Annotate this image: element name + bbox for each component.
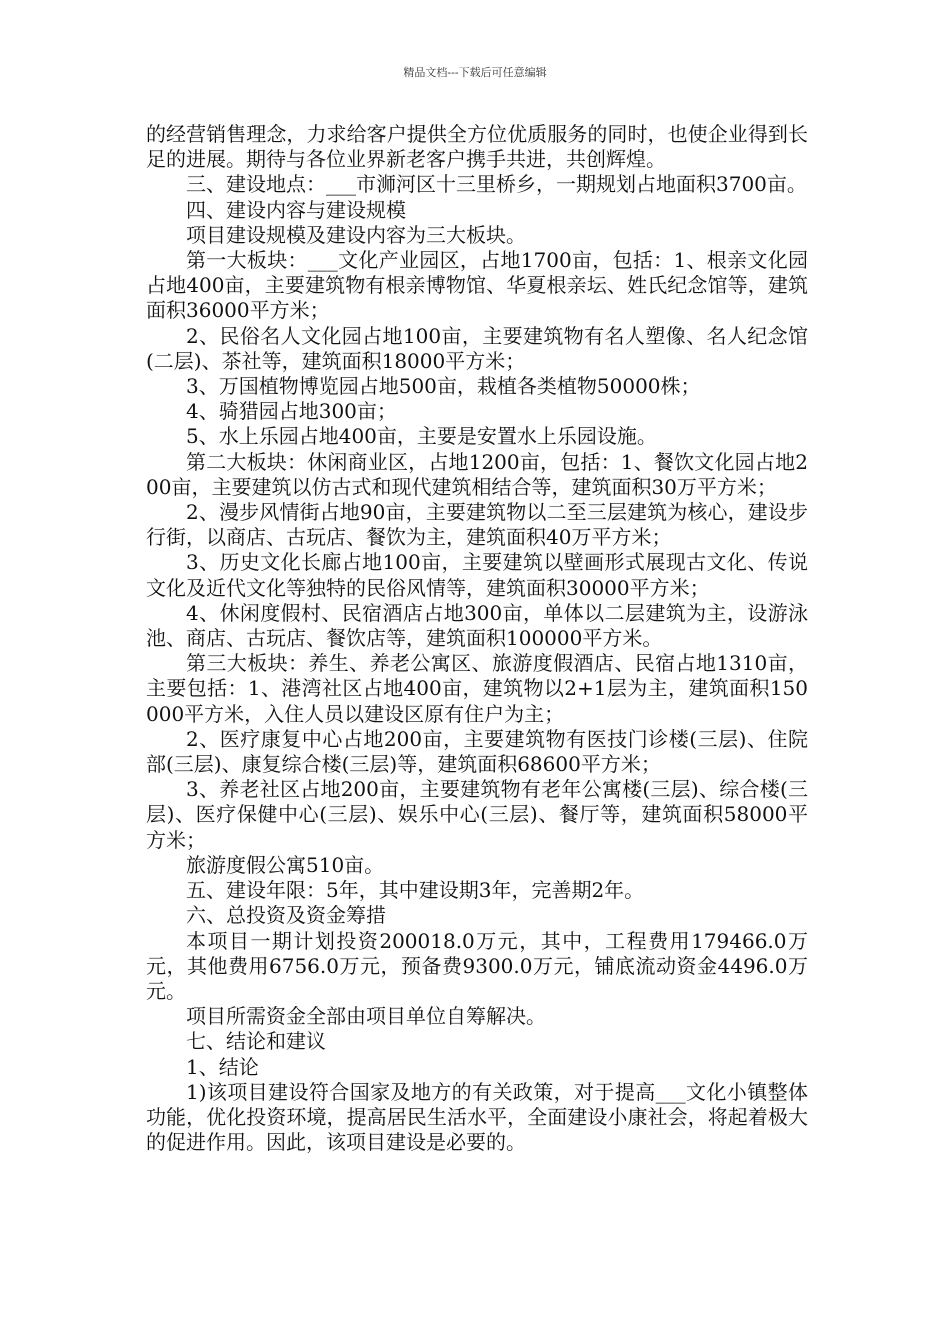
section-heading-investment: 六、总投资及资金筹措 xyxy=(186,903,386,928)
paragraph-continuation: 的经营销售理念，力求给客户提供全方位优质服务的同时，也使企业得到长足的进展。期待与各位业界新老客户携手共进，共创辉煌。 xyxy=(146,122,808,172)
block-two-item-2: 2、漫步风情街占地90亩，主要建筑物以二至三层建筑为核心，建设步行街，以商店、古玩店、餐饮为主，建筑面积40万平方米； xyxy=(146,500,808,550)
block-one-item-3: 3、万国植物博览园占地500亩，栽植各类植物50000株； xyxy=(186,374,701,399)
conclusion-item-1: 1)该项目建设符合国家及地方的有关政策，对于提高___文化小镇整体功能，优化投资环境，提高居民生活水平，全面建设小康社会，将起着极大的促进作用。因此，该项目建设是必要的。 xyxy=(146,1079,808,1155)
investment-details: 本项目一期计划投资200018.0万元，其中，工程费用179466.0万元，其他费用6756.0万元，预备费9300.0万元，铺底流动资金4496.0万元。 xyxy=(146,928,808,1003)
block-two: 第二大板块：休闲商业区，占地1200亩，包括：1、餐饮文化园占地200亩，主要建筑以仿古式和现代建筑相结合等，建筑面积30万平方米； xyxy=(146,449,808,499)
block-three-item-2: 2、医疗康复中心占地200亩，主要建筑物有医技门诊楼(三层)、住院部(三层)、康复综合楼(三层)等，建筑面积68600平方米； xyxy=(146,726,808,777)
paragraph: 旅游度假公寓510亩。 xyxy=(186,852,385,877)
subsection-heading: 1、结论 xyxy=(186,1054,259,1079)
block-one-item-4: 4、骑猎园占地300亩； xyxy=(186,399,397,424)
paragraph: 项目建设规模及建设内容为三大板块。 xyxy=(186,222,526,247)
block-one-item-2: 2、民俗名人文化园占地100亩，主要建筑物有名人塑像、名人纪念馆(二层)、茶社等，建筑面积18000平方米； xyxy=(146,323,808,373)
block-two-item-3: 3、历史文化长廊占地100亩，主要建筑以壁画形式展现古文化、传说文化及近代文化等独特的民俗风情等，建筑面积30000平方米； xyxy=(146,550,808,600)
document-body xyxy=(146,122,808,1155)
section-heading-conclusion: 七、结论和建议 xyxy=(186,1029,326,1054)
block-three: 第三大板块：养生、养老公寓区、旅游度假酒店、民宿占地1310亩，主要包括：1、港湾社区占地400亩，建筑物以2+1层为主，建筑面积150000平方米，入住人员以建设区原有住户为主； xyxy=(146,651,808,726)
block-one: 第一大板块：___文化产业园区，占地1700亩，包括：1、根亲文化园占地400亩，主要建筑物有根亲博物馆、华夏根亲坛、姓氏纪念馆等，建筑面积36000平方米； xyxy=(146,248,808,323)
section-timeline: 五、建设年限：5年，其中建设期3年，完善期2年。 xyxy=(186,878,645,903)
block-one-item-5: 5、水上乐园占地400亩，主要是安置水上乐园设施。 xyxy=(186,424,657,449)
block-two-item-4: 4、休闲度假村、民宿酒店占地300亩，单体以二层建筑为主，设游泳池、商店、古玩店、餐饮店等，建筑面积100000平方米。 xyxy=(146,600,808,651)
section-location: 三、建设地点：___市浉河区十三里桥乡，一期规划占地面积3700亩。 xyxy=(186,172,807,197)
section-heading-content-scale: 四、建设内容与建设规模 xyxy=(186,197,406,222)
paragraph: 项目所需资金全部由项目单位自筹解决。 xyxy=(186,1004,546,1029)
block-three-item-3: 3、养老社区占地200亩，主要建筑物有老年公寓楼(三层)、综合楼(三层)、医疗保健中心(三层)、娱乐中心(三层)、餐厅等，建筑面积58000平方米； xyxy=(146,777,808,852)
page-header: 精品文档---下载后可任意编辑 xyxy=(403,66,547,79)
